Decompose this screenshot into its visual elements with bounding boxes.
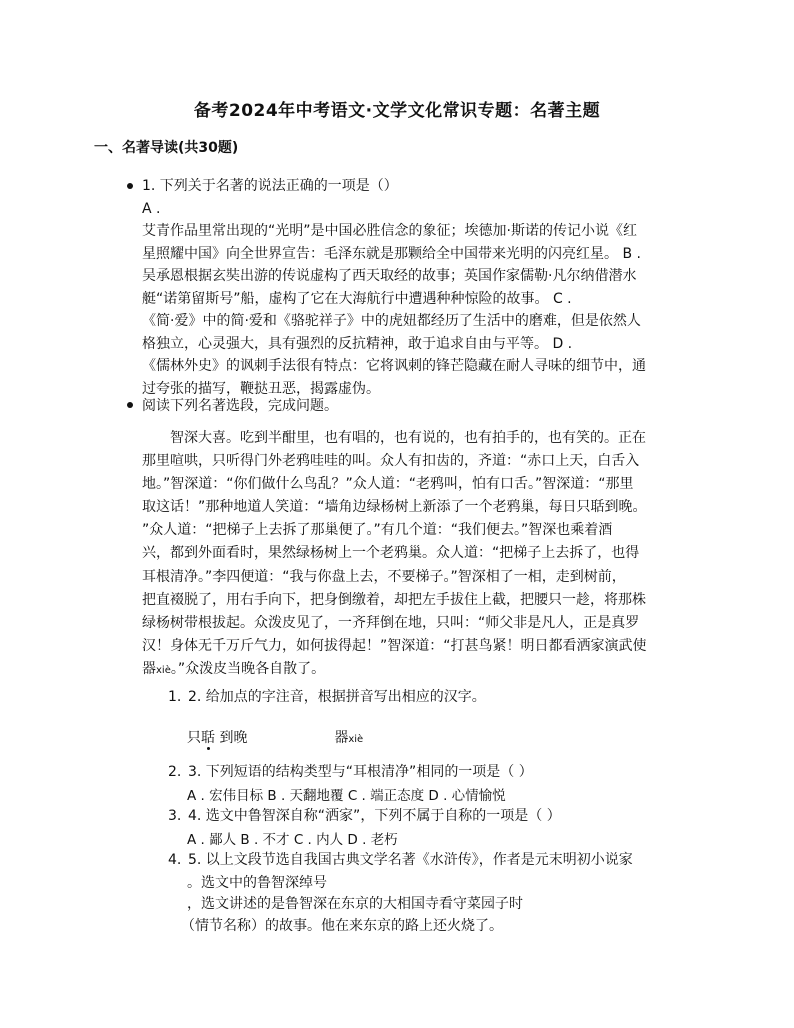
pinyin-exercise — [187, 727, 363, 747]
sub-question-3 — [168, 806, 561, 826]
question-1-text-line: 星照耀中国》向全世界宣告：毛泽东就是那颗给全中国带来光明的闪亮红星。 B . — [142, 245, 641, 262]
answer-options: A . 宏伟目标 B . 天翻地覆 C . 端正态度 D . 心情愉悦 — [187, 788, 506, 804]
question-1-stem: 1. 下列关于名著的说法正确的一项是（） — [142, 178, 398, 194]
passage-line: 兴，都到外面看时，果然绿杨树上一个老鸦巢。众人道：“把梯子上去拆了，也得 — [142, 545, 640, 562]
pinyin-annotation: xiè — [348, 734, 364, 745]
passage-line: 把直裰脱了，用右手向下，把身倒缴着，却把左手拔住上截，把腰只一趁，将那株 — [142, 591, 646, 608]
sub-question-number: 3. — [168, 808, 182, 824]
question-1-text-line: 《简·爱》中的简·爱和《骆驼祥子》中的虎妞都经历了生活中的磨难，但是依然人 — [142, 313, 641, 329]
sub-question-number: 4. — [168, 852, 182, 868]
question-1-text-line: 过夸张的描写，鞭挞丑恶，揭露虚伪。 — [142, 380, 380, 397]
question-1-text-line: 吴承恩根据玄奘出游的传说虚构了西天取经的故事；英国作家儒勒·凡尔纳借潜水 — [142, 268, 637, 284]
sub-question-4-line: 。选文中的鲁智深绰号 — [187, 875, 327, 891]
passage-line: 绿杨树带根拔起。众泼皮见了，一齐拜倒在地，只叫：“师父非是凡人，正是真罗 — [142, 614, 640, 631]
question-2-intro: 阅读下列名著选段，完成问题。 — [142, 398, 338, 414]
passage-last-line — [142, 658, 702, 682]
answer-options: A . 鄙人 B . 不才 C . 内人 D . 老朽 — [187, 832, 398, 848]
exercise-text: 只 — [187, 730, 201, 746]
bullet-icon — [127, 183, 133, 189]
bullet-icon — [127, 402, 133, 408]
passage-text: 。”众泼皮当晚各自散了。 — [170, 660, 326, 677]
question-1-text-line: 格独立，心灵强大，具有强烈的反抗精神，敢于追求自由与平等。 D . — [142, 335, 573, 352]
section-heading: 一、名著导读(共30题) — [94, 140, 239, 156]
sub-question-number: 1. — [168, 689, 182, 705]
sub-question-1 — [168, 687, 486, 707]
passage-line: 那里喧哄，只听得门外老鸦哇哇的叫。众人有扣齿的，齐道：“赤口上天，白舌入 — [142, 453, 640, 470]
passage-line: 取这话！”那种地道人笑道：“墙角边绿杨树上新添了一个老鸦巢，每日只聒到晚。 — [142, 499, 647, 516]
exercise-text: 到晚 — [215, 730, 248, 746]
sub-question-4-line: ，选文讲述的是鲁智深在东京的大相国寺看守菜园子时 — [187, 896, 523, 912]
sub-question-4 — [168, 850, 633, 870]
sub-question-text: 3. 下列短语的结构类型与“耳根清净”相同的一项是（ ） — [188, 764, 533, 780]
question-1-text-line: 《儒林外史》的讽刺手法很有特点：它将讽刺的锋芒隐藏在耐人寻味的细节中，通 — [142, 358, 646, 374]
passage-line: 地。”智深道：“你们做什么鸟乱？”众人道：“老鸦叫，怕有口舌。”智深道：“那里 — [142, 476, 634, 493]
passage-line: 耳根清净。”李四便道：“我与你盘上去，不要梯子。”智深相了一相，走到树前， — [142, 568, 626, 585]
passage-text: 器 — [142, 660, 156, 677]
passage-line: 汉！身体无千万斤气力，如何拔得起！”智深道：“打甚鸟紧！明日都看洒家演武使 — [142, 637, 647, 654]
document-title: 备考2024年中考语文·文学文化常识专题：名著主题 — [193, 101, 601, 121]
passage-line: 智深大喜。吃到半酣里，也有唱的，也有说的，也有拍手的，也有笑的。正在 — [142, 430, 646, 446]
question-1 — [142, 175, 702, 400]
sub-question-number: 2. — [168, 764, 182, 780]
reading-passage — [142, 427, 702, 682]
sub-question-4-line: （情节名称）的故事。他在来东京的路上还火烧了。 — [181, 918, 503, 934]
question-1-text-line: 艾青作品里常出现的“光明”是中国必胜信念的象征；埃德加·斯诺的传记小说《红 — [142, 223, 637, 239]
sub-question-text: 4. 选文中鲁智深自称“洒家”，下列不属于自称的一项是（ ） — [188, 808, 561, 824]
option-a-label: A . — [142, 200, 161, 217]
question-1-text-line: 艇“诺第留斯号”船，虚构了它在大海航行中遭遇种种惊险的故事。 C . — [142, 290, 572, 307]
sub-question-2 — [168, 762, 533, 782]
exercise-text: 器 — [334, 730, 349, 746]
passage-line: ”众人道：“把梯子上去拆了那巢便了。”有几个道：“我们便去。”智深也乘着酒 — [142, 522, 613, 539]
sub-question-text: 2. 给加点的字注音，根据拼音写出相应的汉字。 — [188, 689, 486, 705]
pinyin-annotation: xiè — [156, 664, 171, 676]
dotted-character: 聒 — [201, 730, 215, 746]
sub-question-text: 5. 以上文段节选自我国古典文学名著《水浒传》，作者是元末明初小说家 — [188, 852, 633, 868]
